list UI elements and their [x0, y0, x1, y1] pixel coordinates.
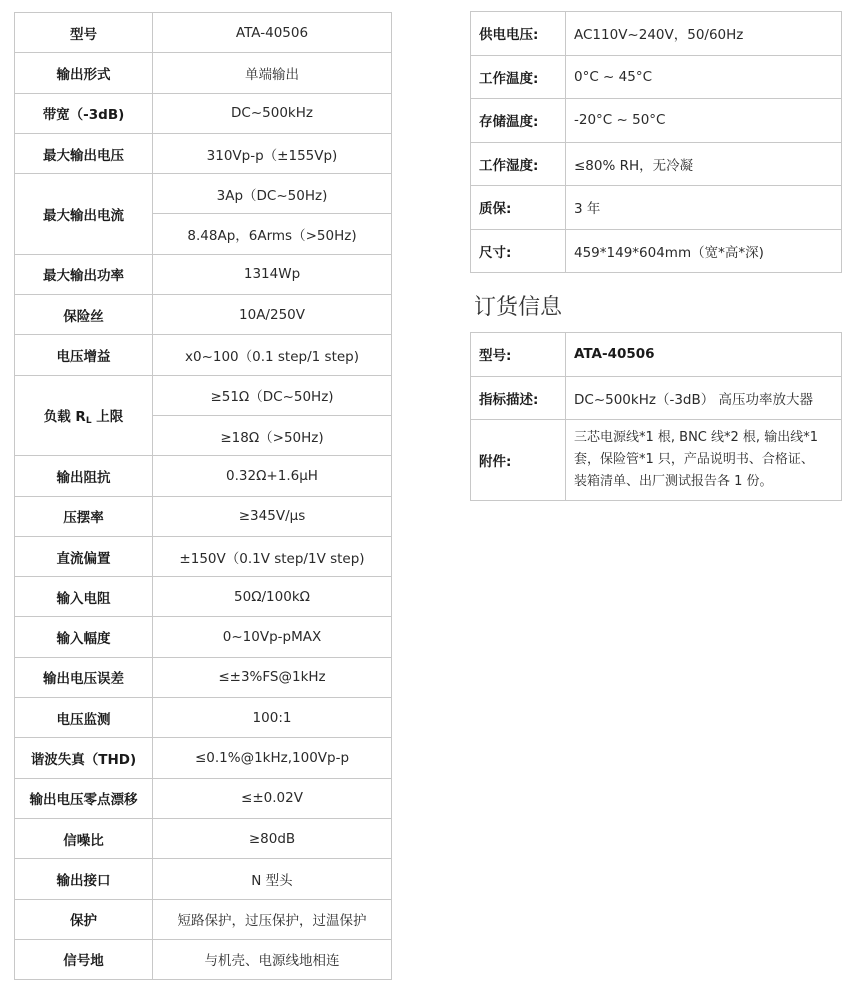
table-row: [15, 335, 392, 375]
env-label: 存储温度:: [471, 99, 566, 143]
table-row: [15, 93, 392, 133]
spec-label-subscript: L: [85, 415, 92, 426]
table-row: [471, 142, 842, 186]
spec-value: ≤±3%FS@1kHz: [153, 657, 392, 697]
table-row: [471, 229, 842, 273]
spec-label: [15, 375, 153, 456]
spec-label: 输入幅度: [15, 617, 153, 657]
accessories-line: 套，保险管*1 只，产品说明书、合格证、: [574, 452, 814, 467]
spec-value: x0~100（0.1 step/1 step): [153, 335, 392, 375]
env-value: 0°C ~ 45°C: [566, 55, 842, 99]
spec-value: 310Vp-p（±155Vp): [153, 133, 392, 173]
env-value: 459*149*604mm（宽*高*深): [566, 229, 842, 273]
table-row: [15, 53, 392, 93]
order-label: 型号:: [471, 333, 566, 377]
spec-label: 输出形式: [15, 53, 153, 93]
table-row: [471, 55, 842, 99]
table-row: [15, 738, 392, 778]
spec-value: ≤±0.02V: [153, 778, 392, 818]
spec-value: N 型头: [153, 859, 392, 899]
spec-label: 最大输出电压: [15, 133, 153, 173]
table-row: [15, 456, 392, 496]
env-label: 质保:: [471, 186, 566, 230]
spec-value: 8.48Ap，6Arms（>50Hz): [153, 214, 392, 254]
table-row: [15, 174, 392, 214]
spec-value: ≥80dB: [153, 818, 392, 858]
table-row: [15, 657, 392, 697]
table-row: [471, 376, 842, 420]
environment-table: [470, 11, 842, 273]
table-row: [471, 420, 842, 501]
table-row: [15, 254, 392, 294]
spec-value: 单端输出: [153, 53, 392, 93]
order-label: 指标描述:: [471, 376, 566, 420]
env-label: 尺寸:: [471, 229, 566, 273]
spec-value: 0~10Vp-pMAX: [153, 617, 392, 657]
spec-label: 信号地: [15, 939, 153, 979]
env-label: 供电电压:: [471, 12, 566, 56]
spec-label: 输出接口: [15, 859, 153, 899]
table-row: [15, 899, 392, 939]
spec-label: 最大输出功率: [15, 254, 153, 294]
spec-value: ≥345V/μs: [153, 496, 392, 536]
spec-label: 保险丝: [15, 295, 153, 335]
spec-value: ≤0.1%@1kHz,100Vp-p: [153, 738, 392, 778]
spec-value: 1314Wp: [153, 254, 392, 294]
table-row: [471, 99, 842, 143]
spec-value: 与机壳、电源线地相连: [153, 939, 392, 979]
spec-label-prefix: 负载 R: [43, 408, 86, 425]
env-label: 工作温度:: [471, 55, 566, 99]
spec-label: 带宽（-3dB): [15, 93, 153, 133]
spec-label: 电压监测: [15, 698, 153, 738]
spec-label: 最大输出电流: [15, 174, 153, 255]
spec-value: 50Ω/100kΩ: [153, 577, 392, 617]
table-row: [15, 778, 392, 818]
table-row: [15, 13, 392, 53]
spec-label: 型号: [15, 13, 153, 53]
table-row: [471, 12, 842, 56]
spec-value: 0.32Ω+1.6μH: [153, 456, 392, 496]
spec-label-suffix: 上限: [91, 408, 124, 425]
order-label: 附件:: [471, 420, 566, 501]
order-value: ATA-40506: [566, 333, 842, 377]
spec-value: 100:1: [153, 698, 392, 738]
table-row: [15, 698, 392, 738]
order-value: [566, 420, 842, 501]
order-info-table: [470, 332, 842, 501]
spec-label: 保护: [15, 899, 153, 939]
env-value: 3 年: [566, 186, 842, 230]
spec-table: [14, 12, 392, 980]
spec-label: 压摆率: [15, 496, 153, 536]
env-label: 工作湿度:: [471, 142, 566, 186]
spec-label: 输出阻抗: [15, 456, 153, 496]
table-row: [471, 333, 842, 377]
spec-label: 输入电阻: [15, 577, 153, 617]
table-row: [15, 859, 392, 899]
table-row: [15, 295, 392, 335]
order-info-heading: 订货信息: [474, 295, 563, 320]
table-row: [15, 133, 392, 173]
table-row: [15, 577, 392, 617]
spec-value: ≥18Ω（>50Hz): [153, 415, 392, 455]
spec-label: 输出电压零点漂移: [15, 778, 153, 818]
table-row: [15, 536, 392, 576]
table-row: [471, 186, 842, 230]
table-row: [15, 496, 392, 536]
accessories-line: 三芯电源线*1 根, BNC 线*2 根, 输出线*1: [574, 430, 818, 445]
env-value: ≤80% RH，无冷凝: [566, 142, 842, 186]
spec-value: ≥51Ω（DC~50Hz): [153, 375, 392, 415]
spec-value: ATA-40506: [153, 13, 392, 53]
spec-value: 10A/250V: [153, 295, 392, 335]
table-row: [15, 375, 392, 415]
table-row: [15, 939, 392, 979]
spec-label: 电压增益: [15, 335, 153, 375]
accessories-line: 装箱清单、出厂测试报告各 1 份。: [574, 474, 773, 489]
spec-value: 3Ap（DC~50Hz): [153, 174, 392, 214]
spec-label: 输出电压误差: [15, 657, 153, 697]
spec-value: ±150V（0.1V step/1V step): [153, 536, 392, 576]
spec-label: 直流偏置: [15, 536, 153, 576]
env-value: AC110V~240V，50/60Hz: [566, 12, 842, 56]
order-value: DC~500kHz（-3dB） 高压功率放大器: [566, 376, 842, 420]
spec-label: 信噪比: [15, 818, 153, 858]
table-row: [15, 818, 392, 858]
spec-value: 短路保护，过压保护，过温保护: [153, 899, 392, 939]
spec-label: 谐波失真（THD): [15, 738, 153, 778]
spec-value: DC~500kHz: [153, 93, 392, 133]
table-row: [15, 617, 392, 657]
env-value: -20°C ~ 50°C: [566, 99, 842, 143]
